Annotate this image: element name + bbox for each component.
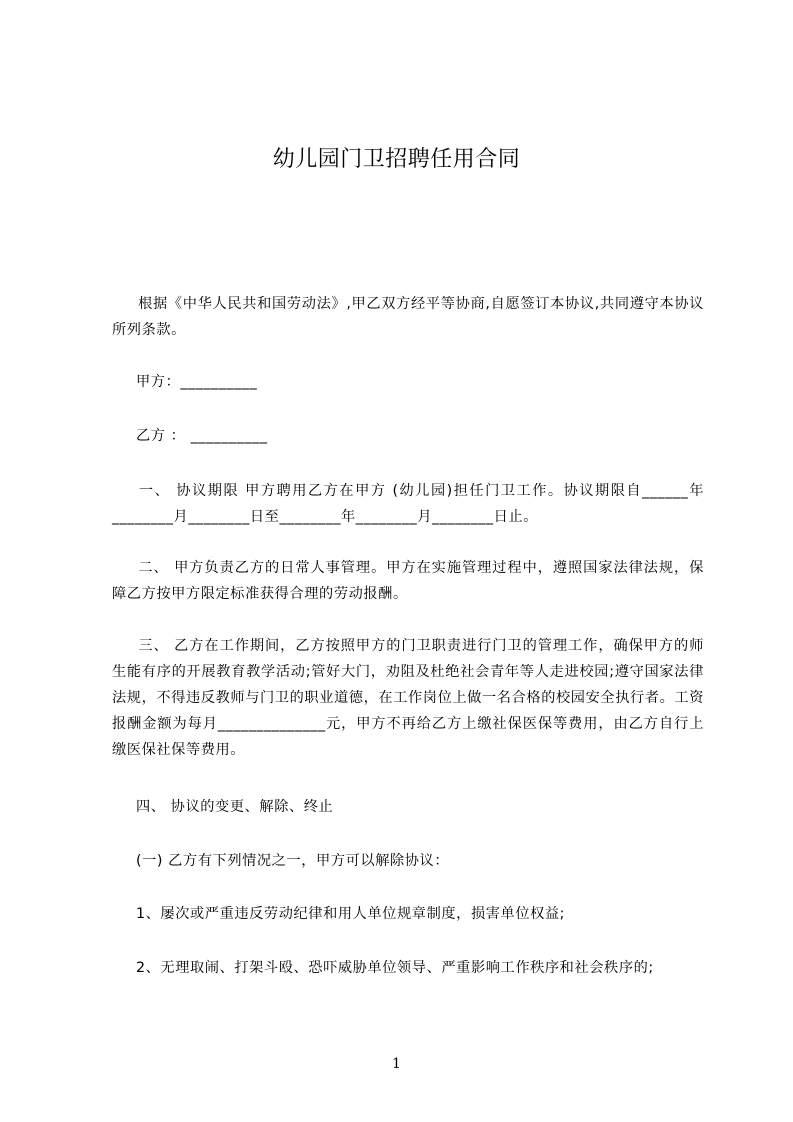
list-item-2: 2、无理取闹、打架斗殴、恐吓威胁单位领导、严重影响工作秩序和社会秩序的;: [136, 960, 654, 976]
clause-1-paragraph: [112, 478, 704, 530]
party-a-line: 甲方：__________: [136, 374, 258, 390]
sub-clause-1: (一) 乙方有下列情况之一，甲方可以解除协议：: [136, 853, 450, 869]
clause-1-text: 一、 协议期限 甲方聘用乙方在甲方 (幼儿园)担任门卫工作。协议期限自______年 ________月________日至________年________月________日止。: [112, 483, 704, 525]
preamble-paragraph: [112, 291, 704, 343]
clause-2-text: 二、 甲方负责乙方的日常人事管理。甲方在实施管理过程中，遵照国家法律法规，保障乙方按甲方限定标准获得合理的劳动报酬。: [112, 560, 704, 602]
clause-4-heading: 四、 协议的变更、解除、终止: [136, 799, 334, 815]
clause-3-text: 三、 乙方在工作期间，乙方按照甲方的门卫职责进行门卫的管理工作，确保甲方的师生能有序的开展教育教学活动;管好大门，劝阻及杜绝社会青年等人走进校园;遵守国家法律法规，不得违反教师与门卫的职业道德，在工作岗位上做一名合格的校园安全执行者。工资报酬金额为每月______________元，甲方不再给乙方上缴社保医保等费用，由乙方自行上缴医保社保等费用。: [112, 638, 704, 758]
page-number: 1: [392, 1056, 401, 1072]
party-b-line: 乙方 ： __________: [136, 428, 268, 444]
preamble-text: 根据《中华人民共和国劳动法》,甲乙双方经平等协商,自愿签订本协议,共同遵守本协议所列条款。: [112, 296, 704, 338]
list-item-1: 1、屡次或严重违反劳动纪律和用人单位规章制度，损害单位权益;: [136, 906, 566, 922]
clause-3-paragraph: [112, 633, 704, 763]
document-title: 幼儿园门卫招聘任用合同: [272, 147, 521, 172]
clause-2-paragraph: [112, 555, 704, 607]
